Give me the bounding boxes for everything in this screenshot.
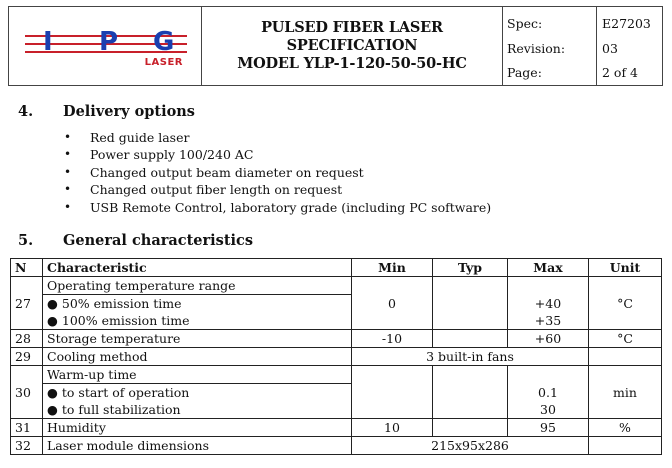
list-item: • Changed output beam diameter on request: [64, 164, 491, 181]
logo-letter-p: P: [99, 27, 119, 57]
unit-cell: [589, 348, 662, 366]
delivery-options-list: [64, 129, 491, 216]
max-cell: 0.1: [508, 384, 589, 402]
typ-cell: [433, 419, 508, 437]
table-row: [11, 277, 662, 295]
characteristic-cell: Storage temperature: [43, 330, 352, 348]
max-cell: 30: [508, 401, 589, 419]
sub-characteristic: ● to full stabilization: [43, 401, 352, 419]
characteristic-cell: Cooling method: [43, 348, 352, 366]
col-header: Min: [352, 259, 433, 277]
row-number: 30: [11, 366, 43, 419]
min-cell: 10: [352, 419, 433, 437]
characteristic-cell: Humidity: [43, 419, 352, 437]
sub-characteristic: ● 50% emission time: [43, 295, 352, 313]
table-subrow: [11, 384, 662, 402]
col-header: Typ: [433, 259, 508, 277]
list-item: • Red guide laser: [64, 129, 491, 146]
table-row: [11, 437, 662, 455]
typ-cell: [433, 330, 508, 348]
table-row: [11, 419, 662, 437]
typ-cell: [433, 366, 508, 419]
characteristic-cell: Warm-up time: [43, 366, 352, 384]
logo-letter-i: I: [43, 27, 53, 57]
max-cell: [508, 277, 589, 295]
table-row: [11, 366, 662, 384]
section-4-heading: [18, 103, 195, 120]
general-characteristics-table: [10, 258, 662, 455]
min-cell: 0: [352, 277, 433, 330]
min-cell: [352, 366, 433, 419]
section-number: 4.: [18, 103, 34, 120]
max-cell: [508, 366, 589, 384]
typ-cell: [433, 277, 508, 330]
col-header: Characteristic: [43, 259, 352, 277]
characteristic-cell: Laser module dimensions: [43, 437, 352, 455]
logo-laser-text: LASER: [144, 57, 183, 68]
revision-value: 03: [602, 40, 618, 56]
table-subrow: [11, 312, 662, 330]
title-line: PULSED FIBER LASER: [261, 19, 443, 36]
logo-cell: [9, 7, 202, 85]
section-5-heading: [18, 232, 253, 249]
row-number: 27: [11, 277, 43, 330]
document-title: [202, 7, 503, 85]
col-header: Max: [508, 259, 589, 277]
table-subrow: [11, 401, 662, 419]
max-cell: 95: [508, 419, 589, 437]
unit-cell: %: [589, 419, 662, 437]
sub-characteristic: ● 100% emission time: [43, 312, 352, 330]
row-number: 28: [11, 330, 43, 348]
section-title: Delivery options: [63, 103, 195, 120]
logo-letter-g: G: [153, 27, 175, 57]
revision-label: Revision:: [507, 40, 566, 56]
min-cell: -10: [352, 330, 433, 348]
col-header: N: [11, 259, 43, 277]
meta-divider: [596, 7, 597, 85]
sub-characteristic: ● to start of operation: [43, 384, 352, 402]
table-row: [11, 348, 662, 366]
max-cell: +35: [508, 312, 589, 330]
section-title: General characteristics: [63, 232, 254, 249]
unit-cell: °C: [589, 330, 662, 348]
spec-label: Spec:: [507, 16, 543, 31]
table-row: [11, 330, 662, 348]
unit-cell: min: [589, 366, 662, 419]
spec-value: E27203: [602, 16, 651, 31]
ipg-logo: [25, 27, 187, 68]
section-number: 5.: [18, 232, 34, 249]
unit-cell: [589, 437, 662, 455]
list-item: • USB Remote Control, laboratory grade (including PC software): [64, 199, 491, 216]
table-header-row: [11, 259, 662, 277]
unit-cell: °C: [589, 277, 662, 330]
list-item: • Changed output fiber length on request: [64, 181, 491, 198]
page-value: 2 of 4: [602, 65, 639, 81]
title-line: MODEL YLP-1-120-50-50-HC: [237, 55, 467, 72]
list-item: • Power supply 100/240 AC: [64, 146, 491, 163]
row-number: 29: [11, 348, 43, 366]
row-number: 31: [11, 419, 43, 437]
characteristic-cell: Operating temperature range: [43, 277, 352, 295]
table-subrow: [11, 295, 662, 313]
row-number: 32: [11, 437, 43, 455]
merged-value-cell: 3 built-in fans: [352, 348, 589, 366]
max-cell: +60: [508, 330, 589, 348]
merged-value-cell: 215x95x286: [352, 437, 589, 455]
title-line: SPECIFICATION: [286, 37, 418, 54]
meta-cell: [503, 7, 662, 85]
page-label: Page:: [507, 65, 542, 81]
document-header: [8, 6, 663, 86]
max-cell: +40: [508, 295, 589, 313]
col-header: Unit: [589, 259, 662, 277]
